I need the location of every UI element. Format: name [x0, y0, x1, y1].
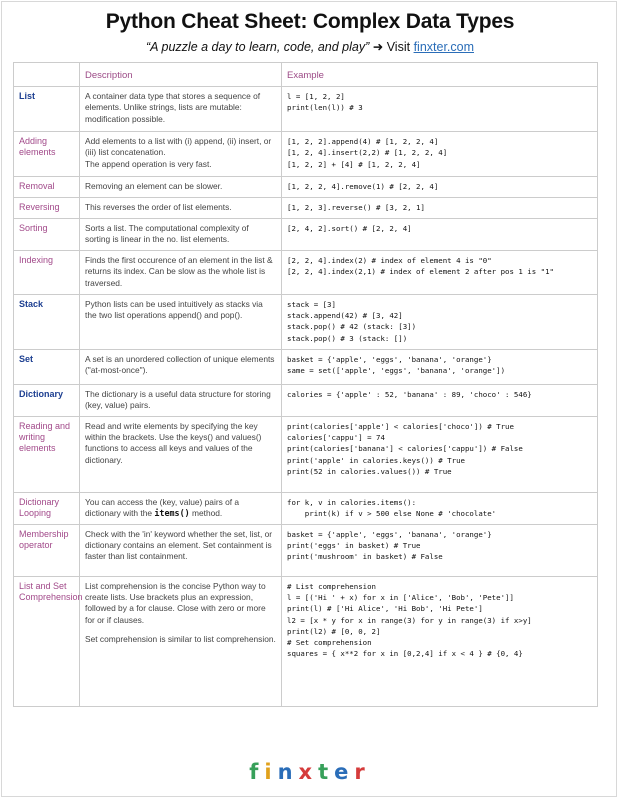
code-line: [1, 2, 2, 4].remove(1) # [2, 2, 4]	[287, 182, 439, 191]
row-example-code	[282, 294, 598, 349]
code-line: stack.append(42) # [3, 42]	[287, 311, 403, 321]
row-topic: Removal	[14, 177, 80, 198]
code-line: basket = {'apple', 'eggs', 'banana', 'orange'}	[287, 529, 492, 539]
row-description	[80, 349, 282, 384]
table-row	[14, 576, 598, 706]
code-line: # Set comprehension	[287, 638, 372, 648]
subtitle	[0, 39, 620, 54]
code-line: print(len(l)) # 3	[287, 103, 363, 113]
code-line: [1, 2, 2].append(4) # [1, 2, 2, 4]	[287, 137, 439, 146]
table-row	[14, 198, 598, 219]
row-description	[80, 416, 282, 492]
description-paragraph: A container data type that stores a sequence of elements. Unlike strings, lists are mutable: modification possible.	[85, 91, 261, 124]
logo-letter: f	[249, 760, 265, 784]
code-line: [1, 2, 2] + [4] # [1, 2, 2, 4]	[287, 159, 421, 169]
code-line: squares = { x**2 for x in [0,2,4] if x < 4 } # {0, 4}	[287, 649, 523, 659]
table-row	[14, 384, 598, 416]
row-description	[80, 294, 282, 349]
table-header-row	[14, 63, 598, 87]
code-line: [2, 2, 4].index(2) # index of element 4 is "0"	[287, 255, 492, 265]
code-line: print('apple' in calories.keys()) # True	[287, 455, 465, 465]
table-row	[14, 492, 598, 524]
row-description	[80, 87, 282, 132]
table-row	[14, 524, 598, 576]
code-line: [2, 2, 4].index(2,1) # index of element 2 after pos 1 is "1"	[287, 267, 554, 277]
row-example-code	[282, 524, 598, 576]
row-description	[80, 219, 282, 251]
description-text: You can access the (key, value) pairs of a dictionary with the	[85, 496, 240, 519]
logo-letter: n	[277, 760, 299, 784]
row-description	[80, 198, 282, 219]
table-row	[14, 294, 598, 349]
row-topic: List	[14, 87, 80, 132]
description-paragraph: The append operation is very fast.	[85, 158, 212, 169]
description-paragraph: List comprehension is the concise Python way to create lists. Use brackets plus an expression, followed by a for clause. Close with zero or more for or if clauses.	[85, 580, 266, 625]
row-example-code	[282, 177, 598, 198]
header-topic	[14, 63, 80, 87]
row-topic: Membership operator	[14, 524, 80, 576]
description-paragraph: This reverses the order of list elements.	[85, 202, 232, 212]
row-example-code	[282, 349, 598, 384]
row-example-code	[282, 87, 598, 132]
row-description	[80, 576, 282, 706]
row-topic: Sorting	[14, 219, 80, 251]
paragraph-gap	[85, 626, 276, 634]
description-paragraph: A set is an unordered collection of unique elements ("at-most-once").	[85, 353, 275, 376]
code-line: print(l2) # [0, 0, 2]	[287, 626, 381, 636]
code-line: stack = [3]	[287, 299, 336, 309]
code-line: print(l) # ['Hi Alice', 'Hi Bob', 'Hi Pete']	[287, 604, 483, 614]
code-line: print(52 in calories.values()) # True	[287, 466, 452, 476]
row-example-code	[282, 198, 598, 219]
row-example-code	[282, 250, 598, 294]
description-paragraph: Read and write elements by specifying the key within the brackets. Use the keys() and values() functions to access all keys and values of the dictionary.	[85, 420, 262, 465]
row-topic: Stack	[14, 294, 80, 349]
description-paragraph: Set comprehension is similar to list comprehension.	[85, 634, 276, 645]
row-topic: List and Set Comprehension	[14, 576, 80, 706]
code-line: print('mushroom' in basket) # False	[287, 552, 443, 562]
row-example-code	[282, 219, 598, 251]
code-line: basket = {'apple', 'eggs', 'banana', 'orange'}	[287, 354, 492, 364]
logo-letter: i	[264, 760, 278, 784]
description-paragraph: Sorts a list. The computational complexity of sorting is linear in the no. list elements.	[85, 223, 249, 245]
row-topic: Set	[14, 349, 80, 384]
table-row	[14, 87, 598, 132]
row-topic: Adding elements	[14, 132, 80, 177]
code-line: print(calories['banana'] < calories['cappu']) # False	[287, 444, 523, 454]
row-description	[80, 250, 282, 294]
row-topic: Dictionary	[14, 384, 80, 416]
description-text: method.	[189, 508, 223, 519]
description-paragraph: Check with the 'in' keyword whether the set, list, or dictionary contains an element. Set containment is faster than list containment.	[85, 528, 273, 562]
row-description	[80, 132, 282, 177]
code-line: print(k) if v > 500 else None # 'chocolate'	[287, 508, 497, 518]
code-line: stack.pop() # 42 (stack: [3])	[287, 322, 417, 332]
table-row	[14, 177, 598, 198]
row-example-code	[282, 416, 598, 492]
row-example-code	[282, 492, 598, 524]
visit-text: ➜ Visit	[369, 40, 414, 54]
logo-letter: t	[318, 760, 335, 784]
code-line: l2 = [x * y for x in range(3) for y in range(3) if x>y]	[287, 615, 532, 625]
row-topic: Reading and writing elements	[14, 416, 80, 492]
table-row	[14, 416, 598, 492]
code-line: print('eggs' in basket) # True	[287, 540, 421, 550]
header-description: Description	[80, 63, 282, 87]
description-paragraph: Removing an element can be slower.	[85, 181, 223, 191]
inline-code: items()	[154, 508, 190, 519]
logo-letter: e	[334, 760, 355, 784]
row-example-code	[282, 384, 598, 416]
code-line: [2, 4, 2].sort() # [2, 2, 4]	[287, 224, 412, 233]
code-line: calories = {'apple' : 52, 'banana' : 89, 'choco' : 546}	[287, 389, 532, 399]
code-line: stack.pop() # 3 (stack: [])	[287, 333, 408, 343]
description-paragraph: Add elements to a list with (i) append, (ii) insert, or (iii) list concatenation.	[85, 136, 272, 158]
logo-letter: r	[354, 760, 371, 784]
description-paragraph: Finds the first occurence of an element in the list & returns its index. Can be slow as the whole list is traversed.	[85, 254, 273, 288]
code-line: # List comprehension	[287, 581, 376, 591]
row-topic: Reversing	[14, 198, 80, 219]
page-title: Python Cheat Sheet: Complex Data Types	[105, 10, 515, 33]
code-line: [1, 2, 4].insert(2,2) # [1, 2, 2, 4]	[287, 148, 448, 158]
table-row	[14, 132, 598, 177]
row-description	[80, 492, 282, 524]
row-topic: Dictionary Looping	[14, 492, 80, 524]
row-example-code	[282, 132, 598, 177]
code-line: for k, v in calories.items():	[287, 497, 417, 507]
row-example-code	[282, 576, 598, 706]
table-row	[14, 219, 598, 251]
row-topic: Indexing	[14, 250, 80, 294]
logo-letter: x	[298, 760, 319, 784]
cheat-sheet-table	[13, 62, 598, 707]
row-description	[80, 524, 282, 576]
table-row	[14, 250, 598, 294]
description-paragraph: Python lists can be used intuitively as stacks via the two list operations append() and pop().	[85, 298, 263, 321]
row-description	[80, 384, 282, 416]
code-line: [1, 2, 3].reverse() # [3, 2, 1]	[287, 203, 425, 212]
tagline-quote: “A puzzle a day to learn, code, and play”	[146, 40, 370, 54]
code-line: same = set(['apple', 'eggs', 'banana', 'orange'])	[287, 366, 506, 376]
code-line: calories['cappu'] = 74	[287, 432, 385, 442]
row-description	[80, 177, 282, 198]
code-line: l = [1, 2, 2]	[287, 92, 345, 101]
description-paragraph: The dictionary is a useful data structure for storing (key, value) pairs.	[85, 388, 271, 411]
finxter-logo	[0, 760, 620, 784]
code-line: print(calories['apple'] < calories['choco']) # True	[287, 421, 514, 431]
table-row	[14, 349, 598, 384]
finxter-link[interactable]: finxter.com	[413, 40, 474, 54]
code-line: l = [('Hi ' + x) for x in ['Alice', 'Bob', 'Pete']]	[287, 592, 514, 602]
header-example: Example	[282, 63, 598, 87]
